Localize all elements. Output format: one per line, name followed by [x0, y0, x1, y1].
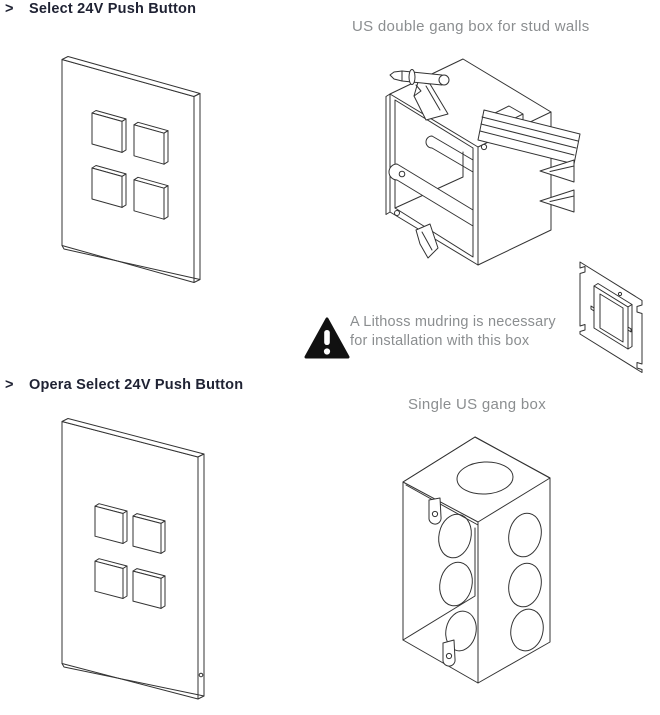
- warning-triangle-icon: [304, 317, 350, 359]
- opera-plate-figure: [48, 410, 220, 712]
- plate-body: [62, 419, 204, 700]
- heading-bullet: >: [5, 1, 14, 17]
- single-gang-box-figure: [395, 428, 615, 713]
- warning-line-1: A Lithoss mudring is necessary: [350, 314, 556, 330]
- warning-text: [350, 313, 556, 351]
- heading-title-opera: Opera Select 24V Push Button: [29, 377, 244, 393]
- section-heading-opera: [5, 377, 243, 393]
- plate-body: [62, 57, 200, 283]
- section-heading-select: [5, 1, 196, 17]
- select-plate-figure: [42, 52, 224, 290]
- caption-double-gang: US double gang box for stud walls: [352, 18, 590, 35]
- gang-box-body: [386, 59, 551, 265]
- gang-box-body: [403, 437, 550, 683]
- warning-line-2: for installation with this box: [350, 333, 530, 349]
- heading-bullet: >: [5, 377, 14, 393]
- heading-title-select: Select 24V Push Button: [29, 1, 197, 17]
- caption-single-gang: Single US gang box: [408, 396, 546, 413]
- mudring-figure: [554, 248, 660, 374]
